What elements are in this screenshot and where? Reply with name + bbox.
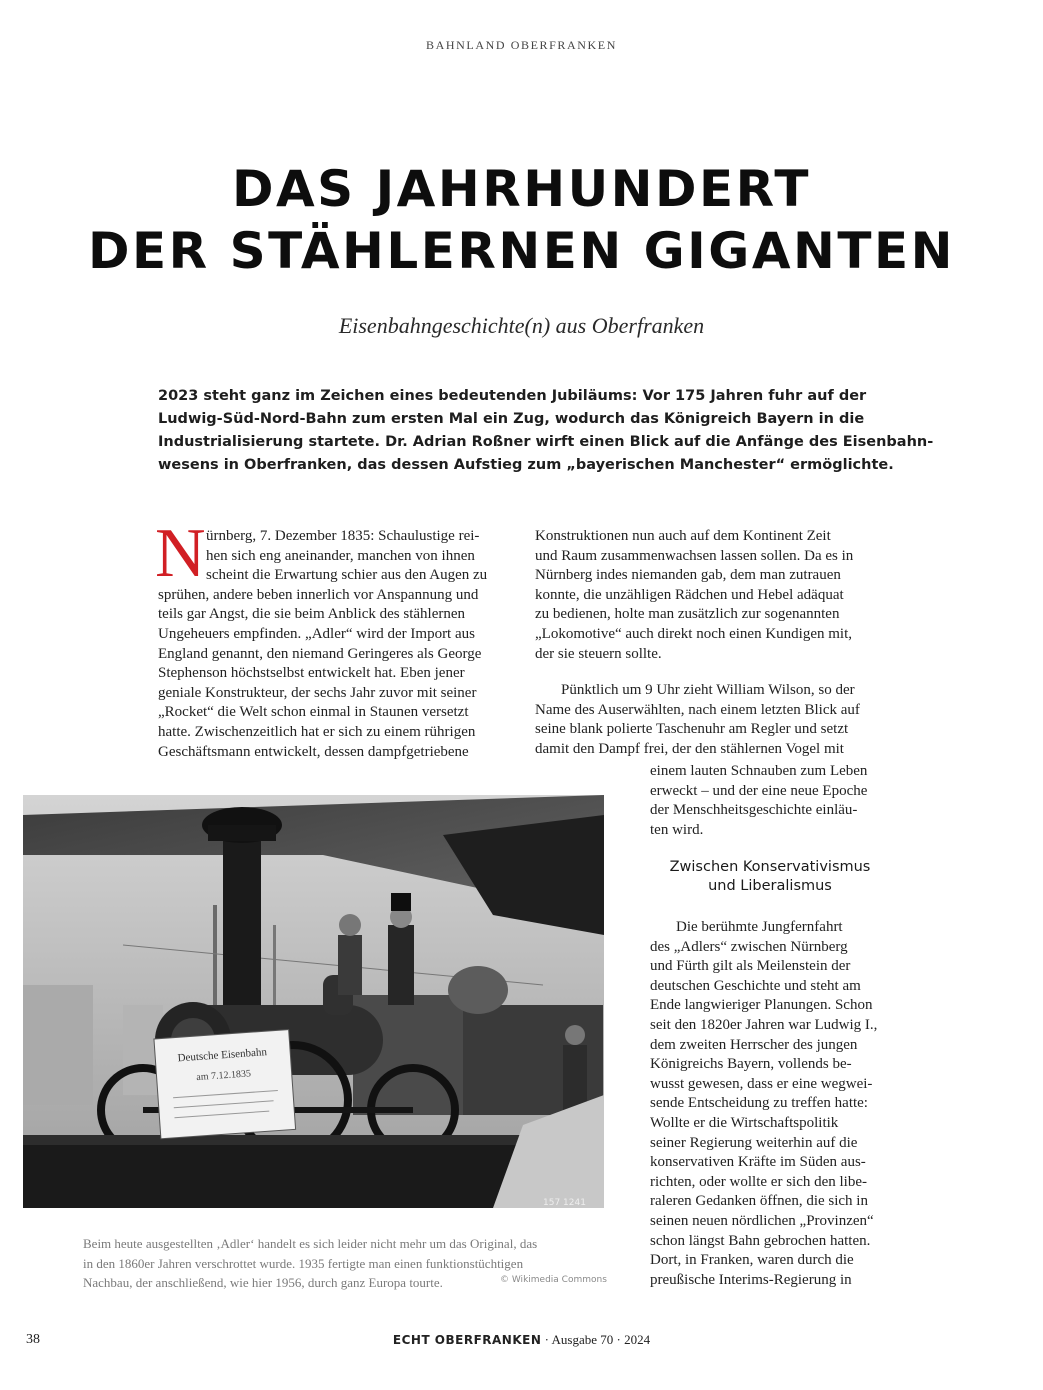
body-line: geniale Konstrukteur, der sechs Jahr zuvor mit seiner [158,684,477,701]
body-line: England genannt, den niemand Geringeres als George [158,645,482,662]
article-headline [0,158,1043,282]
body-line: Nürnberg indes niemanden gab, dem man zutrauen [535,567,841,584]
photo-credit: © Wikimedia Commons [500,1275,607,1285]
body-line: scheint die Erwartung schier aus den Augen zu [206,567,488,584]
body-line: Ungeheuers empfinden. „Adler“ wird der Import aus [158,625,475,642]
body-line: seit den 1820er Jahren war Ludwig I., [650,1016,878,1033]
body-column-right-section2 [650,918,890,1290]
body-line: dem zweiten Herrscher des jungen [650,1036,858,1053]
plate-number: 157 1241 [543,1198,586,1208]
body-line: Dort, in Franken, waren durch die [650,1252,854,1269]
caption-line: in den 1860er Jahren verschrottet wurde. 1935 fertigte man einen funktionstüchtigen [83,1255,524,1271]
body-line: zu bedienen, holte man zusätzlich zur sogenannten [535,606,840,623]
body-line: konservativen Kräfte im Süden aus- [650,1154,866,1171]
body-line: „Lokomotive“ auch direkt noch einen Kundigen mit, [535,625,852,642]
drop-cap: N [155,515,206,592]
locomotive-photo [23,795,604,1208]
body-line: Königreichs Bayern, vollends be- [650,1056,852,1073]
lede-line: 2023 steht ganz im Zeichen eines bedeutenden Jubiläums: Vor 175 Jahren fuhr auf der [158,388,867,404]
body-line: sprühen, andere beben innerlich vor Anspannung und [158,586,479,603]
body-line: der Menschheitsgeschichte einläu- [650,802,858,819]
page-footer [0,1332,1043,1348]
body-line: wusst gewesen, dass er eine wegwei- [650,1075,873,1092]
body-line: damit den Dampf frei, der den stählernen Vogel mit [535,740,844,757]
subhead-line: Zwischen Konservativismus [669,859,871,875]
body-line: hatte. Zwischenzeitlich hat er sich zu einem rührigen [158,723,476,740]
article-subtitle: Eisenbahngeschichte(n) aus Oberfranken [338,313,705,338]
body-line: Pünktlich um 9 Uhr zieht William Wilson, so der [561,682,855,699]
caption-line: Beim heute ausgestellten ‚Adler‘ handelt es sich leider nicht mehr um das Original, das [83,1236,538,1251]
body-line: hen sich eng aneinander, manchen von ihnen [206,547,475,564]
body-line: einem lauten Schnauben zum Leben [650,763,868,779]
lede-line: Industrialisierung startete. Dr. Adrian Roßner wirft einen Blick auf die Anfänge des Eisenbahn- [158,434,934,450]
body-line: seinen neuen nördlichen „Provinzen“ [650,1212,874,1229]
body-line: richten, oder wollte er sich den libe- [650,1173,868,1190]
body-line: ürnberg, 7. Dezember 1835: Schaulustige rei- [206,528,480,544]
body-line: „Rocket“ die Welt schon einmal in Staunen versetzt [158,704,469,721]
lede-line: wesens in Oberfranken, das dessen Aufstieg zum „bayerischen Manchester“ ermöglichte. [158,457,894,473]
article-lede [158,385,934,477]
body-column-left [158,527,513,762]
caption-line: Nachbau, der anschließend, wie hier 1956, durch ganz Europa tourte. [83,1275,443,1290]
body-line: sende Entscheidung zu treffen hatte: [650,1095,868,1112]
headline-line-2: DER STÄHLERNEN GIGANTEN [88,222,955,280]
body-line: Stephenson höchstselbst entwickelt hat. Eben jener [158,665,465,682]
body-line: und Raum zusammenwachsen lassen sollen. Da es in [535,547,854,564]
body-line: deutschen Geschichte und steht am [650,977,861,994]
locomotive-photo-illustration [23,795,604,1208]
body-line: raleren Gedanken öffnen, die sich in [650,1193,868,1210]
page-number: 38 [26,1332,40,1347]
issue-info: · Ausgabe 70 · 2024 [541,1332,651,1347]
body-line: konnte, die unzähligen Rädchen und Hebel adäquat [535,586,844,603]
body-column-right [535,527,885,760]
body-line: Name des Auserwählten, nach einem letzten Blick auf [535,701,860,718]
lede-line: Ludwig-Süd-Nord-Bahn zum ersten Mal ein Zug, wodurch das Königreich Bayern in die [158,411,865,427]
section-subhead [650,858,890,896]
sign-line-1: Deutsche Eisenbahn [177,1046,268,1065]
body-line: seiner Regierung weiterhin auf die [650,1134,858,1151]
headline-line-1: DAS JAHRHUNDERT [231,160,812,218]
body-line: Ende langwieriger Planungen. Schon [650,997,873,1014]
body-line: und Fürth gilt als Meilenstein der [650,958,851,975]
body-line: Geschäftsmann entwickelt, dessen dampfgetriebene [158,743,469,760]
body-line: erweckt – und der eine neue Epoche [650,782,868,799]
body-line: ten wird. [650,821,704,838]
sign-line-2: am 7.12.1835 [196,1068,252,1084]
body-line: seine blank polierte Taschenuhr am Regler und setzt [535,721,849,738]
body-line: Konstruktionen nun auch auf dem Kontinent Zeit [535,528,831,544]
subhead-line: und Liberalismus [708,878,832,894]
body-line: der sie steuern sollte. [535,645,662,662]
body-line: Die berühmte Jungfernfahrt [676,919,843,935]
magazine-brand: ECHT OBERFRANKEN [392,1333,542,1347]
body-line: preußische Interims-Regierung in [650,1271,852,1288]
body-line: teils gar Angst, die sie beim Anblick des stählernen [158,606,466,623]
body-line: des „Adlers“ zwischen Nürnberg [650,938,848,955]
body-column-right-narrow [650,762,890,840]
body-line: schon längst Bahn gebrochen hatten. [650,1232,871,1249]
body-line: Wollte er die Wirtschaftspolitik [650,1114,839,1131]
section-kicker: BAHNLAND OBERFRANKEN [425,38,617,52]
